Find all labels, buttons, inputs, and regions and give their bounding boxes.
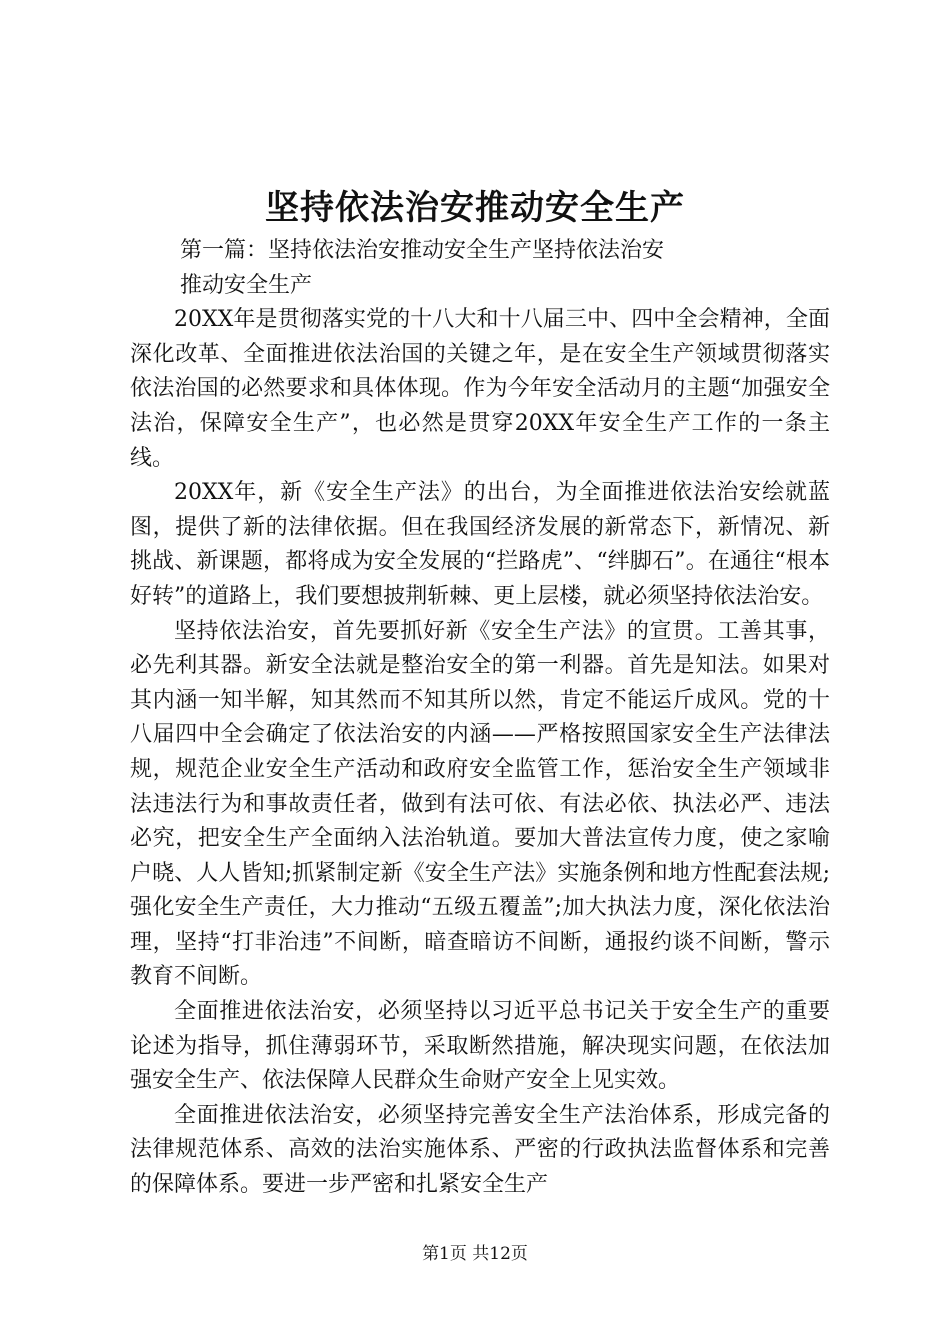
paragraph-1: 20XX年是贯彻落实党的十八大和十八届三中、四中全会精神，全面深化改革、全面推进依法治国的关键之年，是在安全生产领域贯彻落实依法治国的必然要求和具体体现。作为今年安全活动月的主题“加强安全法治，保障安全生产”，也必然是贯穿20XX年安全生产工作的一条主线。	[130, 307, 830, 471]
paragraph-4: 全面推进依法治安，必须坚持以习近平总书记关于安全生产的重要论述为指导，抓住薄弱环节，采取断然措施，解决现实问题，在依法加强安全生产、依法保障人民群众生命财产安全上见实效。	[130, 999, 830, 1094]
document-title: 坚持依法治安推动安全生产	[265, 188, 685, 228]
paragraph-2: 20XX年，新《安全生产法》的出台，为全面推进依法治安绘就蓝图，提供了新的法律依据。但在我国经济发展的新常态下，新情况、新挑战、新课题，都将成为安全发展的“拦路虎”、“绊脚石”。在通往“根本好转”的道路上，我们要想披荆斩棘、更上层楼，就必须坚持依法治安。	[130, 480, 830, 609]
chapter-subtitle-line-2: 推动安全生产	[180, 272, 313, 298]
paragraph-5: 全面推进依法治安，必须坚持完善安全生产法治体系，形成完备的法律规范体系、高效的法治实施体系、严密的行政执法监督体系和完善的保障体系。要进一步严密和扎紧安全生产	[130, 1102, 830, 1198]
chapter-subtitle-line-1: 第一篇：坚持依法治安推动安全生产坚持依法治安	[180, 238, 665, 263]
paragraph-3: 坚持依法治安，首先要抓好新《安全生产法》的宣贯。工善其事，必先利其器。新安全法就是整治安全的第一利器。首先是知法。如果对其内涵一知半解，知其然而不知其所以然，肯定不能运斤成风。党的十八届四中全会确定了依法治安的内涵——严格按照国家安全生产法律法规，规范企业安全生产活动和政府安全监管工作，惩治安全生产领域非法违法行为和事故责任者，做到有法可依、有法必依、执法必严、违法必究，把安全生产全面纳入法治轨道。要加大普法宣传力度，使之家喻户晓、人人皆知;抓紧制定新《安全生产法》实施条例和地方性配套法规;强化安全生产责任，大力推动“五级五覆盖”;加大执法力度，深化依法治理，坚持“打非治违”不间断，暗查暗访不间断，通报约谈不间断，警示教育不间断。	[130, 618, 830, 990]
document-body	[130, 234, 830, 1203]
page-number-footer: 第1页 共12页	[422, 1244, 528, 1264]
